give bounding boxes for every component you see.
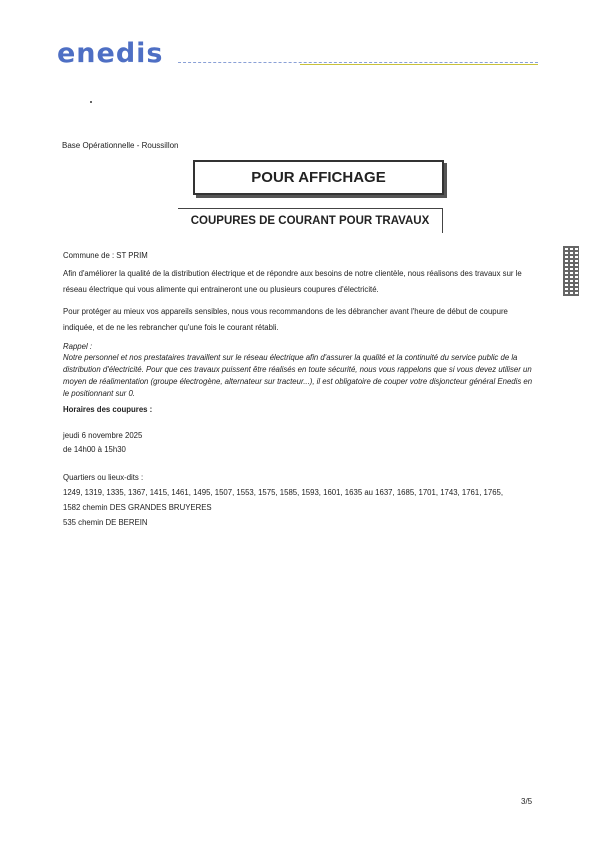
- quartiers-street-1: 1582 chemin DES GRANDES BRUYERES: [63, 503, 212, 512]
- base-operationnelle: Base Opérationnelle - Roussillon: [62, 141, 179, 150]
- subtitle-box: [178, 208, 443, 233]
- header-divider: [178, 62, 538, 63]
- header-accent-line: [300, 64, 538, 65]
- recommendation-paragraph: Pour protéger au mieux vos appareils sensibles, nous vous recommandons de les débrancher avant l'heure de début de coupure indiquée, et de ne les rebrancher qu'une fois le courant rétabli.: [63, 307, 508, 332]
- intro-paragraph: Afin d'améliorer la qualité de la distribution électrique et de répondre aux besoins de notre clientèle, nous réalisons des travaux sur le réseau électrique qui vous alimente qui entraineront une ou plusieurs coupures d'électricité.: [63, 269, 522, 294]
- title-box: [193, 160, 444, 195]
- page-title: POUR AFFICHAGE: [251, 169, 386, 186]
- enedis-logo: enedis: [57, 38, 164, 69]
- quartiers-list: 1249, 1319, 1335, 1367, 1415, 1461, 1495, 1507, 1553, 1575, 1585, 1593, 1601, 1635 au 1637, 1685, 1701, 1743, 1761, 1765,: [63, 488, 504, 497]
- datamatrix-code: [563, 246, 579, 296]
- horaires-heading: Horaires des coupures :: [63, 405, 153, 414]
- quartiers-heading: Quartiers ou lieux-dits :: [63, 473, 144, 482]
- commune: Commune de : ST PRIM: [63, 251, 148, 260]
- page-number: 3/5: [521, 797, 533, 806]
- rappel-text: Notre personnel et nos prestataires travaillent sur le réseau électrique afin d'assurer la qualité et la continuité du service public de la distribution d'électricité. Pour que ces travaux puissent être réalisés en toute sécurité, nous vous rappelons que si vous devez utiliser un moyen de réalimentation (groupe électrogène, alternateur sur tracteur...), il est obligatoire de couper votre disjoncteur général Enedis en le positionnant sur 0.: [63, 353, 533, 398]
- quartiers-street-2: 535 chemin DE BEREIN: [63, 518, 148, 527]
- stray-mark: [90, 101, 92, 103]
- rappel-heading: Rappel :: [63, 342, 93, 351]
- horaires-date: jeudi 6 novembre 2025: [63, 431, 143, 440]
- page-subtitle: COUPURES DE COURANT POUR TRAVAUX: [190, 215, 430, 227]
- horaires-time: de 14h00 à 15h30: [63, 445, 126, 454]
